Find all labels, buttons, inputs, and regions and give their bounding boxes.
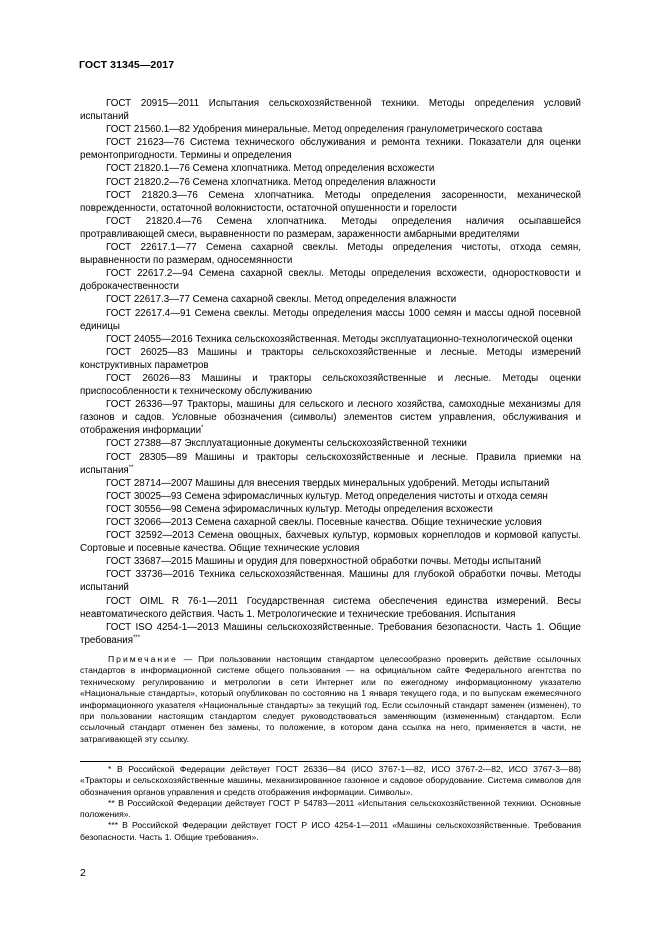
note-paragraph [80,654,581,745]
reference-entry: ГОСТ 21820.2—76 Семена хлопчатника. Метод определения влажности [106,176,436,188]
reference-entry: ГОСТ 27388—87 Эксплуатационные документы сельскохозяйственной техники [106,438,467,450]
reference-entry: ГОСТ 24055—2016 Техника сельскохозяйственная. Методы эксплуатационно-технологической оценки [106,333,573,345]
reference-entry: ГОСТ 28305—89 Машины и тракторы сельскохозяйственные и лесные. Правила приемки на испытания** [80,451,581,476]
reference-entry: ГОСТ 28714—2007 Машины для внесения твердых минеральных удобрений. Методы испытаний [106,477,550,489]
note-label: Примечание [108,653,178,664]
reference-entry: ГОСТ 21820.4—76 Семена хлопчатника. Методы определения наличия осыпавшейся протравливающей смеси, выравненности по размерам, зараженности амбарными вредителями [80,215,581,240]
reference-entry: ГОСТ 22617.1—77 Семена сахарной свеклы. Методы определения чистоты, отхода семян, выравненности по размерам, односемянности [80,242,581,267]
reference-entry: ГОСТ 32066—2013 Семена сахарной свеклы. Посевные качества. Общие технические условия [106,517,542,528]
reference-entry: ГОСТ 22617.2—94 Семена сахарной свеклы. Методы определения всхожести, одноростковости и доброкачественности [80,268,581,293]
reference-entry: ГОСТ 21623—76 Система технического обслуживания и ремонта техники. Показатели для оценки ремонтопригодности. Термины и определения [80,137,581,162]
page-number: 2 [80,867,86,879]
reference-entry: ГОСТ 21820.3—76 Семена хлопчатника. Методы определения засоренности, механической поврежденности, остаточной волокнистости, остаточной опушенности и горелости [80,189,581,214]
footnotes [80,761,581,843]
reference-entry: ГОСТ 21820.1—76 Семена хлопчатника. Метод определения всхожести [106,163,435,175]
page-header: ГОСТ 31345—2017 [79,59,175,71]
reference-entry: ГОСТ 33736—2016 Техника сельскохозяйственная. Машины для глубокой обработки почвы. Методы испытаний [80,569,581,594]
reference-entry: ГОСТ 33687—2015 Машины и орудия для поверхностной обработки почвы. Методы испытаний [106,556,542,568]
reference-entry: ГОСТ 30025—93 Семена эфиромасличных культур. Метод определения чистоты и отхода семян [106,490,548,502]
reference-entry: ГОСТ 22617.3—77 Семена сахарной свеклы. Метод определения влажности [106,294,457,306]
reference-entry: ГОСТ 30556—98 Семена эфиромасличных культур. Методы определения всхожести [106,503,493,515]
reference-entry: ГОСТ OIML R 76-1—2011 Государственная система обеспечения единства измерений. Весы неавтоматического действия. Часть 1. Метрологические и технические требования. Испытания [80,595,581,620]
reference-entry: ГОСТ 32592—2013 Семена овощных, бахчевых культур, кормовых корнеплодов и кормовой капусты. Сортовые и посевные качества. Общие технические условия [80,530,581,555]
note-text: — При пользовании настоящим стандартом целесообразно проверить действие ссылочных стандартов в информационной системе общего пользования — на официальном сайте Федерального агентства по техническому регулированию и метрологии в сети Интернет или по ежегодному информационному указателю «Национальные стандарты», который опубликован по состоянию на 1 января текущего года, и по выпускам ежемесячного информационного указателя «Национальные стандарты» за текущий год. Если ссылочный стандарт заменен (изменен), то при пользовании настоящим стандартом следует руководствоваться заменяющим (измененным) стандартом. Если ссылочный стандарт отменен без замены, то положение, в котором дана ссылка на него, применяется в части, не затрагивающей эту ссылку. [80,653,581,744]
reference-entry: ГОСТ 20915—2011 Испытания сельскохозяйственной техники. Методы определения условий испытаний [80,98,581,123]
reference-entry: ГОСТ 21560.1—82 Удобрения минеральные. Метод определения гранулометрического состава [106,124,543,136]
footnote: ** В Российской Федерации действует ГОСТ Р 54783—2011 «Испытания сельскохозяйственной техники. Основные положения». [80,797,582,820]
reference-entry: ГОСТ 22617.4—91 Семена свеклы. Методы определения массы 1000 семян и массы одной посевной единицы [80,307,581,332]
reference-entry: ГОСТ ISO 4254-1—2013 Машины сельскохозяйственные. Требования безопасности. Часть 1. Общие требования*** [80,621,581,646]
reference-entry: ГОСТ 26026—83 Машины и тракторы сельскохозяйственные и лесные. Методы оценки приспособленности к техническому обслуживанию [80,372,581,398]
footnote: *** В Российской Федерации действует ГОСТ Р ИСО 4254-1—2011 «Машины сельскохозяйственные. Требования безопасности. Часть 1. Общие требования». [80,820,581,842]
reference-entry: ГОСТ 26025—83 Машины и тракторы сельскохозяйственные и лесные. Методы измерений конструктивных параметров [80,346,581,371]
references-list [80,97,581,754]
footnote: * В Российской Федерации действует ГОСТ 26336—84 (ИСО 3767-1—82, ИСО 3767-2—82, ИСО 3767-3—88) «Тракторы и сельскохозяйственные машины, механизированное газонное и садовое оборудование. Система символов для обозначения органов управления и средств отображения информации. Символы». [80,764,581,797]
reference-entry: ГОСТ 26336—97 Тракторы, машины для сельского и лесного хозяйства, самоходные механизмы для газонов и садов. Условные обозначения (символы) элементов систем управления, обслуживания и отображения информации* [80,399,581,437]
